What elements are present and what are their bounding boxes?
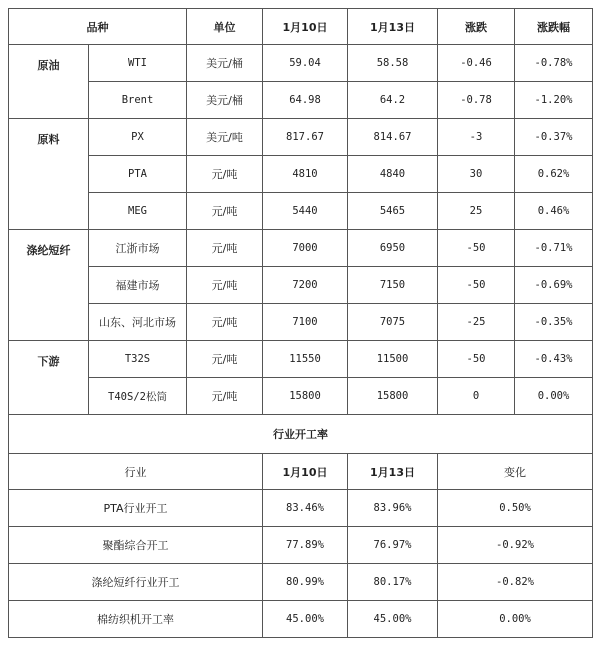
table-row — [9, 601, 593, 638]
row-jan10: 15800 — [263, 378, 348, 415]
table-row — [9, 564, 593, 601]
industry-name: PTA行业开工 — [9, 490, 263, 527]
table-row — [9, 267, 593, 304]
row-item: Brent — [89, 82, 187, 119]
industry-change: 0.50% — [438, 490, 593, 527]
row-jan13: 64.2 — [348, 82, 438, 119]
industry-change: 0.00% — [438, 601, 593, 638]
row-change: 25 — [438, 193, 515, 230]
row-item: T40S/2松筒 — [89, 378, 187, 415]
row-change: 30 — [438, 156, 515, 193]
industry-change: -0.82% — [438, 564, 593, 601]
row-jan13: 7075 — [348, 304, 438, 341]
row-change: -0.78 — [438, 82, 515, 119]
table-row — [9, 119, 593, 156]
row-unit: 美元/桶 — [187, 45, 263, 82]
table-row — [9, 341, 593, 378]
header-pct: 涨跌幅 — [515, 9, 593, 45]
table-row — [9, 304, 593, 341]
row-jan13: 58.58 — [348, 45, 438, 82]
row-jan13: 4840 — [348, 156, 438, 193]
row-item: MEG — [89, 193, 187, 230]
row-change: -50 — [438, 267, 515, 304]
table-row — [9, 82, 593, 119]
header-s2-change: 变化 — [438, 454, 593, 490]
section-header-row — [9, 454, 593, 490]
row-pct: -1.20% — [515, 82, 593, 119]
table-row — [9, 156, 593, 193]
industry-jan10: 77.89% — [263, 527, 348, 564]
row-item: PX — [89, 119, 187, 156]
row-jan10: 5440 — [263, 193, 348, 230]
row-change: -50 — [438, 341, 515, 378]
table-row — [9, 490, 593, 527]
industry-jan10: 80.99% — [263, 564, 348, 601]
row-jan10: 59.04 — [263, 45, 348, 82]
row-jan10: 7000 — [263, 230, 348, 267]
row-item: 山东、河北市场 — [89, 304, 187, 341]
row-item: WTI — [89, 45, 187, 82]
row-change: -50 — [438, 230, 515, 267]
table-row — [9, 230, 593, 267]
row-pct: -0.69% — [515, 267, 593, 304]
row-pct: -0.78% — [515, 45, 593, 82]
industry-jan13: 80.17% — [348, 564, 438, 601]
industry-jan10: 45.00% — [263, 601, 348, 638]
row-change: -3 — [438, 119, 515, 156]
header-industry: 行业 — [9, 454, 263, 490]
row-item: PTA — [89, 156, 187, 193]
row-change: -25 — [438, 304, 515, 341]
row-jan13: 6950 — [348, 230, 438, 267]
row-unit: 美元/吨 — [187, 119, 263, 156]
row-unit: 美元/桶 — [187, 82, 263, 119]
row-unit: 元/吨 — [187, 156, 263, 193]
table-row — [9, 378, 593, 415]
group-fiber: 涤纶短纤 — [9, 230, 89, 341]
section-title: 行业开工率 — [9, 415, 593, 454]
industry-name: 棉纺织机开工率 — [9, 601, 263, 638]
industry-change: -0.92% — [438, 527, 593, 564]
header-s2-jan10: 1月10日 — [263, 454, 348, 490]
row-jan10: 64.98 — [263, 82, 348, 119]
row-pct: 0.00% — [515, 378, 593, 415]
row-jan13: 5465 — [348, 193, 438, 230]
row-jan13: 15800 — [348, 378, 438, 415]
row-pct: -0.37% — [515, 119, 593, 156]
industry-jan13: 76.97% — [348, 527, 438, 564]
row-unit: 元/吨 — [187, 304, 263, 341]
industry-jan10: 83.46% — [263, 490, 348, 527]
header-unit: 单位 — [187, 9, 263, 45]
row-pct: -0.71% — [515, 230, 593, 267]
row-jan13: 814.67 — [348, 119, 438, 156]
table-row — [9, 193, 593, 230]
table-row — [9, 45, 593, 82]
price-table — [8, 8, 593, 638]
row-pct: -0.35% — [515, 304, 593, 341]
row-jan10: 11550 — [263, 341, 348, 378]
industry-jan13: 45.00% — [348, 601, 438, 638]
row-jan10: 4810 — [263, 156, 348, 193]
header-jan13: 1月13日 — [348, 9, 438, 45]
table-row — [9, 527, 593, 564]
header-row — [9, 9, 593, 45]
industry-jan13: 83.96% — [348, 490, 438, 527]
row-unit: 元/吨 — [187, 378, 263, 415]
group-crude: 原油 — [9, 45, 89, 119]
header-jan10: 1月10日 — [263, 9, 348, 45]
row-unit: 元/吨 — [187, 267, 263, 304]
section-title-row — [9, 415, 593, 454]
row-change: 0 — [438, 378, 515, 415]
row-jan13: 11500 — [348, 341, 438, 378]
row-jan10: 7100 — [263, 304, 348, 341]
industry-name: 涤纶短纤行业开工 — [9, 564, 263, 601]
header-change: 涨跌 — [438, 9, 515, 45]
row-item: 福建市场 — [89, 267, 187, 304]
row-item: 江浙市场 — [89, 230, 187, 267]
group-downstream: 下游 — [9, 341, 89, 415]
row-pct: -0.43% — [515, 341, 593, 378]
row-change: -0.46 — [438, 45, 515, 82]
industry-name: 聚酯综合开工 — [9, 527, 263, 564]
row-pct: 0.62% — [515, 156, 593, 193]
row-jan13: 7150 — [348, 267, 438, 304]
group-raw: 原料 — [9, 119, 89, 230]
header-s2-jan13: 1月13日 — [348, 454, 438, 490]
row-unit: 元/吨 — [187, 230, 263, 267]
header-variety: 品种 — [9, 9, 187, 45]
row-pct: 0.46% — [515, 193, 593, 230]
row-jan10: 7200 — [263, 267, 348, 304]
row-unit: 元/吨 — [187, 193, 263, 230]
row-unit: 元/吨 — [187, 341, 263, 378]
row-jan10: 817.67 — [263, 119, 348, 156]
row-item: T32S — [89, 341, 187, 378]
